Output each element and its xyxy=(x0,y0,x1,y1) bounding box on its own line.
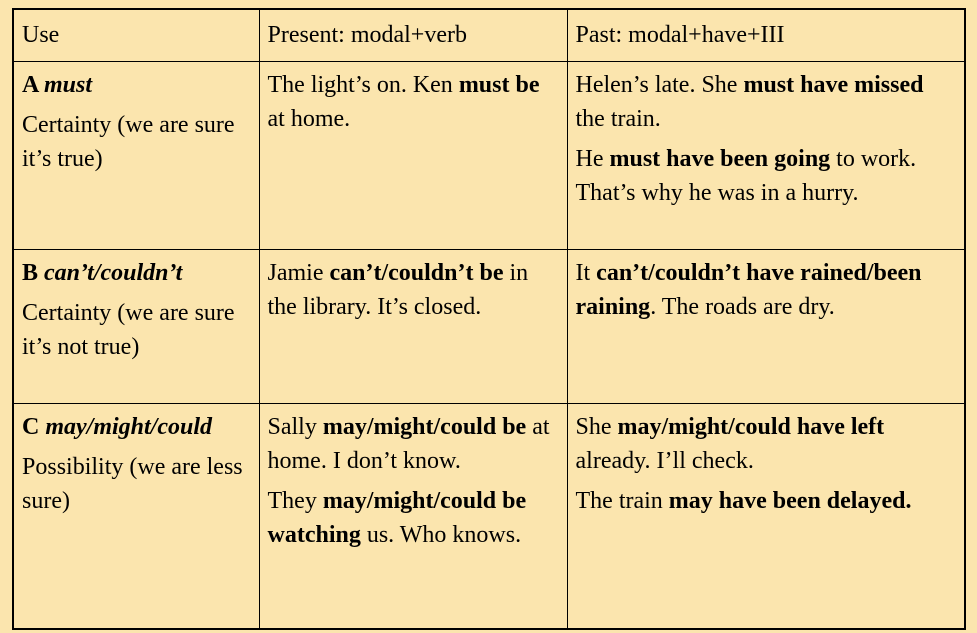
example-text: the train. xyxy=(575,105,661,132)
example-text: in the library. It’s closed. xyxy=(267,259,529,320)
use-title xyxy=(22,256,251,290)
header-use: Use xyxy=(13,9,259,61)
example-text: They xyxy=(267,487,323,514)
example-text: Jamie xyxy=(267,259,330,286)
use-letter: A xyxy=(22,71,39,98)
example-text: He xyxy=(575,145,610,172)
example-text: She xyxy=(575,413,618,440)
header-present: Present: modal+verb xyxy=(259,9,567,61)
example-text: at home. xyxy=(267,105,351,132)
past-cell xyxy=(567,403,965,629)
example-text: The light’s on. Ken xyxy=(267,71,459,98)
example-modal-phrase: can’t/couldn’t be xyxy=(329,259,504,286)
use-title xyxy=(22,68,251,102)
example-modal-phrase: must have been going xyxy=(609,145,831,172)
example-modal-phrase: must be xyxy=(458,71,540,98)
example-text: . The roads are dry. xyxy=(650,293,835,320)
use-letter: C xyxy=(22,413,40,440)
table-row xyxy=(13,249,965,403)
table-header-row xyxy=(13,9,965,61)
example-text: Sally xyxy=(267,413,323,440)
use-modal: must xyxy=(44,71,93,98)
example-sentence xyxy=(268,410,559,478)
example-text: already. I’ll check. xyxy=(575,447,754,474)
present-cell xyxy=(259,249,567,403)
example-modal-phrase: may have been delayed. xyxy=(668,487,912,514)
use-letter: B xyxy=(22,259,39,286)
example-sentence xyxy=(576,142,957,210)
use-modal: may/might/could xyxy=(45,413,213,440)
table-row xyxy=(13,61,965,249)
example-text: The train xyxy=(575,487,669,514)
example-text: Helen’s late. She xyxy=(575,71,744,98)
use-modal: can’t/couldn’t xyxy=(44,259,183,286)
example-sentence xyxy=(268,68,559,136)
use-description: Possibility (we are less sure) xyxy=(22,453,243,514)
example-text: to work. That’s why he was in a hurry. xyxy=(575,145,917,206)
example-sentence xyxy=(576,410,957,478)
example-modal-phrase: may/might/could have left xyxy=(617,413,885,440)
example-text: It xyxy=(575,259,597,286)
present-cell xyxy=(259,61,567,249)
example-modal-phrase: may/might/could be watching xyxy=(267,487,527,548)
present-cell xyxy=(259,403,567,629)
use-description: Certainty (we are sure it’s not true) xyxy=(22,299,235,360)
past-cell xyxy=(567,61,965,249)
example-sentence xyxy=(576,256,957,324)
example-modal-phrase: must have missed xyxy=(743,71,924,98)
past-cell xyxy=(567,249,965,403)
modal-verbs-table xyxy=(12,8,966,630)
example-sentence xyxy=(576,68,957,136)
example-modal-phrase: may/might/could be xyxy=(322,413,527,440)
header-past: Past: modal+have+III xyxy=(567,9,965,61)
use-cell xyxy=(13,249,259,403)
example-sentence xyxy=(268,256,559,324)
example-sentence xyxy=(268,484,559,552)
use-cell xyxy=(13,403,259,629)
table-row xyxy=(13,403,965,629)
use-title xyxy=(22,410,251,444)
use-cell xyxy=(13,61,259,249)
example-text: at home. I don’t know. xyxy=(267,413,550,474)
use-description: Certainty (we are sure it’s true) xyxy=(22,111,235,172)
example-sentence xyxy=(576,484,957,518)
example-text: us. Who knows. xyxy=(360,521,522,548)
example-modal-phrase: can’t/couldn’t have rained/been raining xyxy=(575,259,922,320)
